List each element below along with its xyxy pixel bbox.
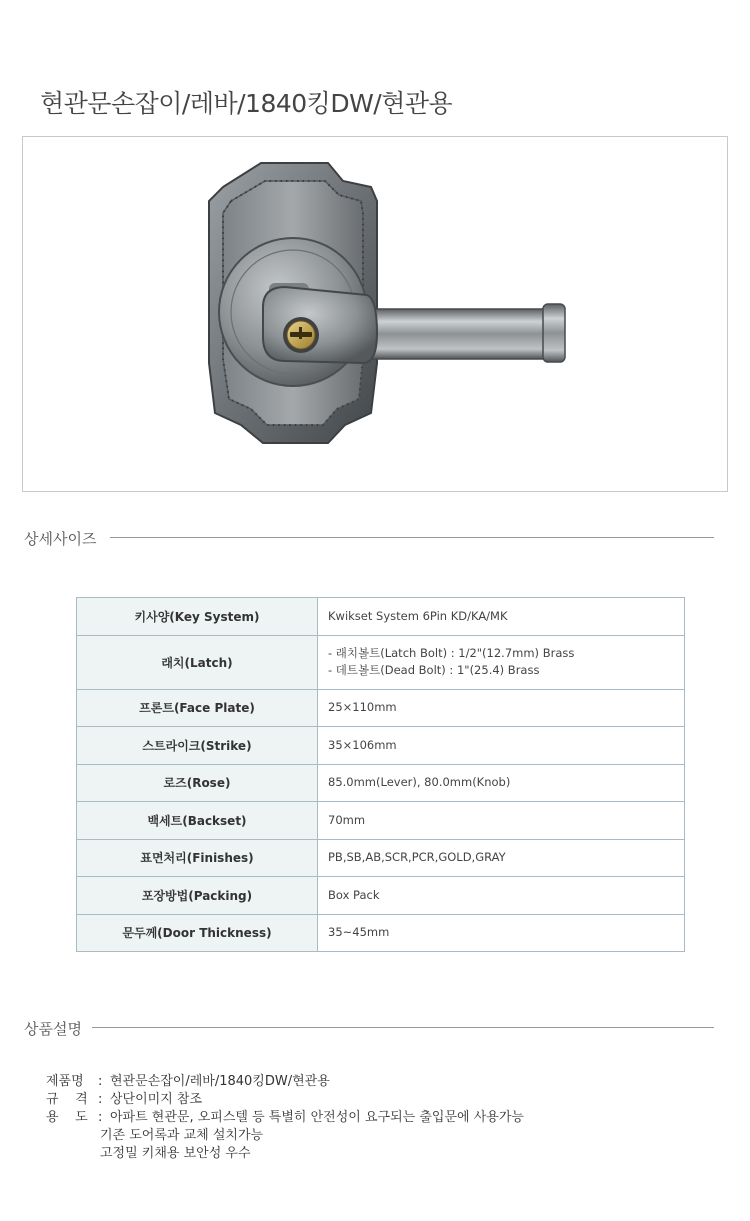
spec-value: 70mm [318,802,685,840]
product-image [22,136,728,492]
spec-value: 35~45mm [318,914,685,952]
table-row [77,877,685,915]
spec-key: 키사양(Key System) [77,598,318,636]
spec-value-line: - 데트볼트(Dead Bolt) : 1"(25.4) Brass [328,663,540,677]
list-item [46,1091,524,1109]
spec-value: 25×110mm [318,689,685,727]
table-row [77,727,685,765]
spec-key: 포장방법(Packing) [77,877,318,915]
product-description [46,1073,524,1163]
desc-value: 아파트 현관문, 오피스텔 등 특별히 안전성이 요구되는 출입문에 사용가능 [110,1110,524,1125]
desc-colon: : [98,1074,103,1089]
section-description [24,1018,714,1038]
desc-value-continued: 고정밀 키채용 보안성 우수 [100,1146,251,1161]
desc-colon: : [98,1110,103,1125]
spec-table [76,597,685,952]
spec-key: 표면처리(Finishes) [77,839,318,877]
spec-value: 85.0mm(Lever), 80.0mm(Knob) [318,764,685,802]
spec-value: Kwikset System 6Pin KD/KA/MK [318,598,685,636]
table-row [77,839,685,877]
spec-key: 스트라이크(Strike) [77,727,318,765]
desc-label: 제품명 [46,1074,84,1089]
table-row [77,802,685,840]
list-item [46,1109,524,1127]
spec-value: Box Pack [318,877,685,915]
desc-value: 현관문손잡이/레바/1840킹DW/현관용 [110,1074,330,1089]
table-row [77,635,685,689]
list-item [46,1073,524,1091]
spec-value [318,635,685,689]
table-row [77,689,685,727]
page-title: 현관문손잡이/레바/1840킹DW/현관용 [40,89,453,118]
desc-value-continued: 기존 도어록과 교체 설치가능 [100,1128,264,1143]
door-lever-icon [23,137,729,493]
section-title: 상세사이즈 [24,528,102,549]
spec-key: 백세트(Backset) [77,802,318,840]
desc-label: 용 도 [46,1110,88,1125]
desc-label: 규 격 [46,1092,88,1107]
spec-key: 래치(Latch) [77,635,318,689]
spec-key: 프론트(Face Plate) [77,689,318,727]
table-row [77,598,685,636]
section-divider [92,1027,714,1028]
section-detail-size [24,528,714,548]
desc-value: 상단이미지 참조 [110,1092,203,1107]
desc-colon: : [98,1092,103,1107]
spec-value-line: - 래치볼트(Latch Bolt) : 1/2"(12.7mm) Brass [328,646,575,660]
table-row [77,914,685,952]
spec-key: 문두께(Door Thickness) [77,914,318,952]
spec-key: 로즈(Rose) [77,764,318,802]
section-divider [110,537,714,538]
table-row [77,764,685,802]
spec-value: 35×106mm [318,727,685,765]
section-title: 상품설명 [24,1018,88,1039]
spec-value: PB,SB,AB,SCR,PCR,GOLD,GRAY [318,839,685,877]
